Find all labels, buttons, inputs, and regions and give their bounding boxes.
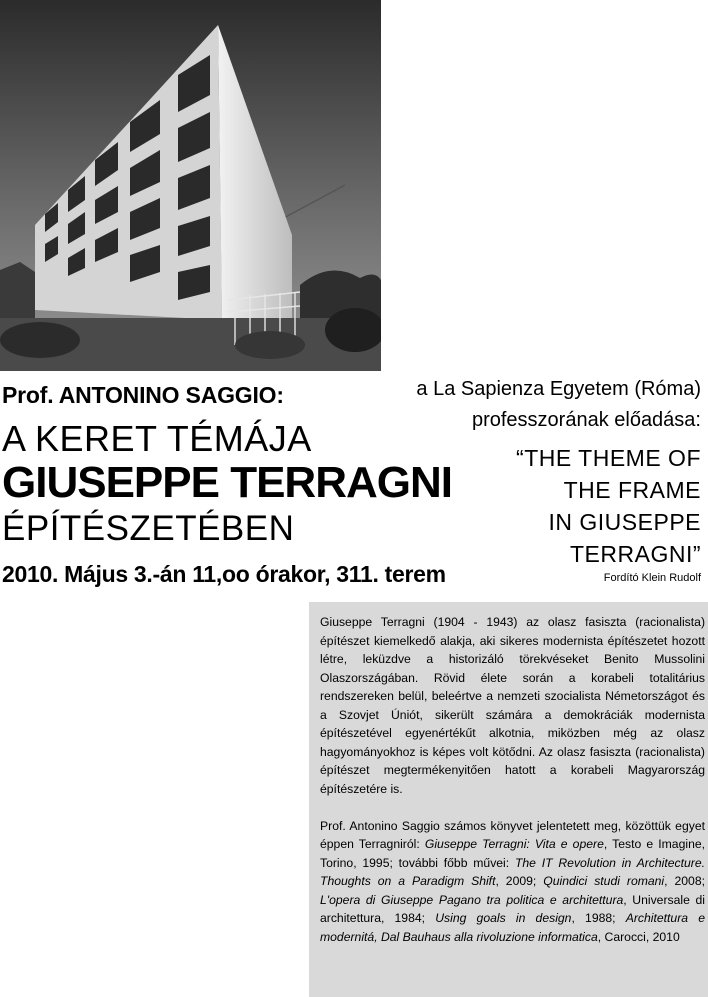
english-title-line-2: THE FRAME — [563, 477, 701, 503]
building-photo — [0, 0, 381, 371]
bio-text: , Testo e Imagine, Torino, 1995; további főbb művei: — [320, 837, 706, 870]
bio-paragraph-2 — [320, 817, 705, 947]
lecture-line: professzorának előadása: — [471, 409, 701, 431]
book-title: Using goals in design — [435, 911, 572, 925]
bio-text: Prof. Antonino Saggio számos könyvet jelentetett meg, közöttük egyet éppen Terragniról: — [320, 818, 705, 851]
bio-text: , Carocci, 2010 — [597, 929, 680, 944]
book-title: L'opera di Giuseppe Pagano tra politica e architettura — [320, 892, 624, 907]
title-line-3: ÉPÍTÉSZETÉBEN — [2, 509, 295, 548]
title-line-1: A KERET TÉMÁJA — [2, 418, 312, 459]
translator-credit: Fordító Klein Rudolf — [603, 572, 701, 584]
university-line: a La Sapienza Egyetem (Róma) — [416, 378, 701, 400]
speaker-line: Prof. ANTONINO SAGGIO: — [2, 382, 284, 408]
english-title-line-4: TERRAGNI” — [570, 541, 701, 567]
bio-text: , 2008; — [664, 874, 705, 888]
book-title: Architettura e modernitá, Dal Bauhaus alla rivoluzione informatica — [320, 911, 705, 944]
english-title-line-3: IN GIUSEPPE — [548, 509, 701, 535]
bio-text: , 1988; — [571, 911, 626, 925]
book-title: Quindici studi romani — [543, 874, 665, 888]
title-line-2: GIUSEPPE TERRAGNI — [2, 458, 452, 507]
biography-box — [309, 602, 708, 997]
building-photo-svg — [0, 0, 381, 371]
bio-paragraph-1: Giuseppe Terragni (1904 - 1943) az olasz fasiszta (racionalista) építészet kiemelkedő alakja, aki sikeres modernista építészetet hozott létre, leküzdve a historizáló törekvéseket Benito Mussolini Olaszországában. Rövid élete során a korabeli totalitárius rendszereken belül, beleértve a nemzeti szocialista Németországot és a Szovjet Úniót, sikerült számára a demokráciák modernista építészetével egyenértékűt alkotnia, miközben még az olasz hagyományokhoz is képes volt kötődni. Az olasz fasiszta (racionalista) építészet megtermékenyitően hatott a korabeli Magyarország építészetére is. — [320, 615, 705, 796]
book-title: The IT Revolution in Architecture. Thoughts on a Paradigm Shift — [320, 855, 705, 888]
english-title-line-1: “THE THEME OF — [516, 445, 701, 471]
book-title: Giuseppe Terragni: Vita e opere — [424, 837, 604, 851]
bio-text: , 2009; — [495, 874, 544, 888]
bio-text: , Universale di architettura, 1984; — [320, 892, 705, 925]
date-line: 2010. Május 3.-án 11,oo órakor, 311. terem — [2, 561, 446, 587]
